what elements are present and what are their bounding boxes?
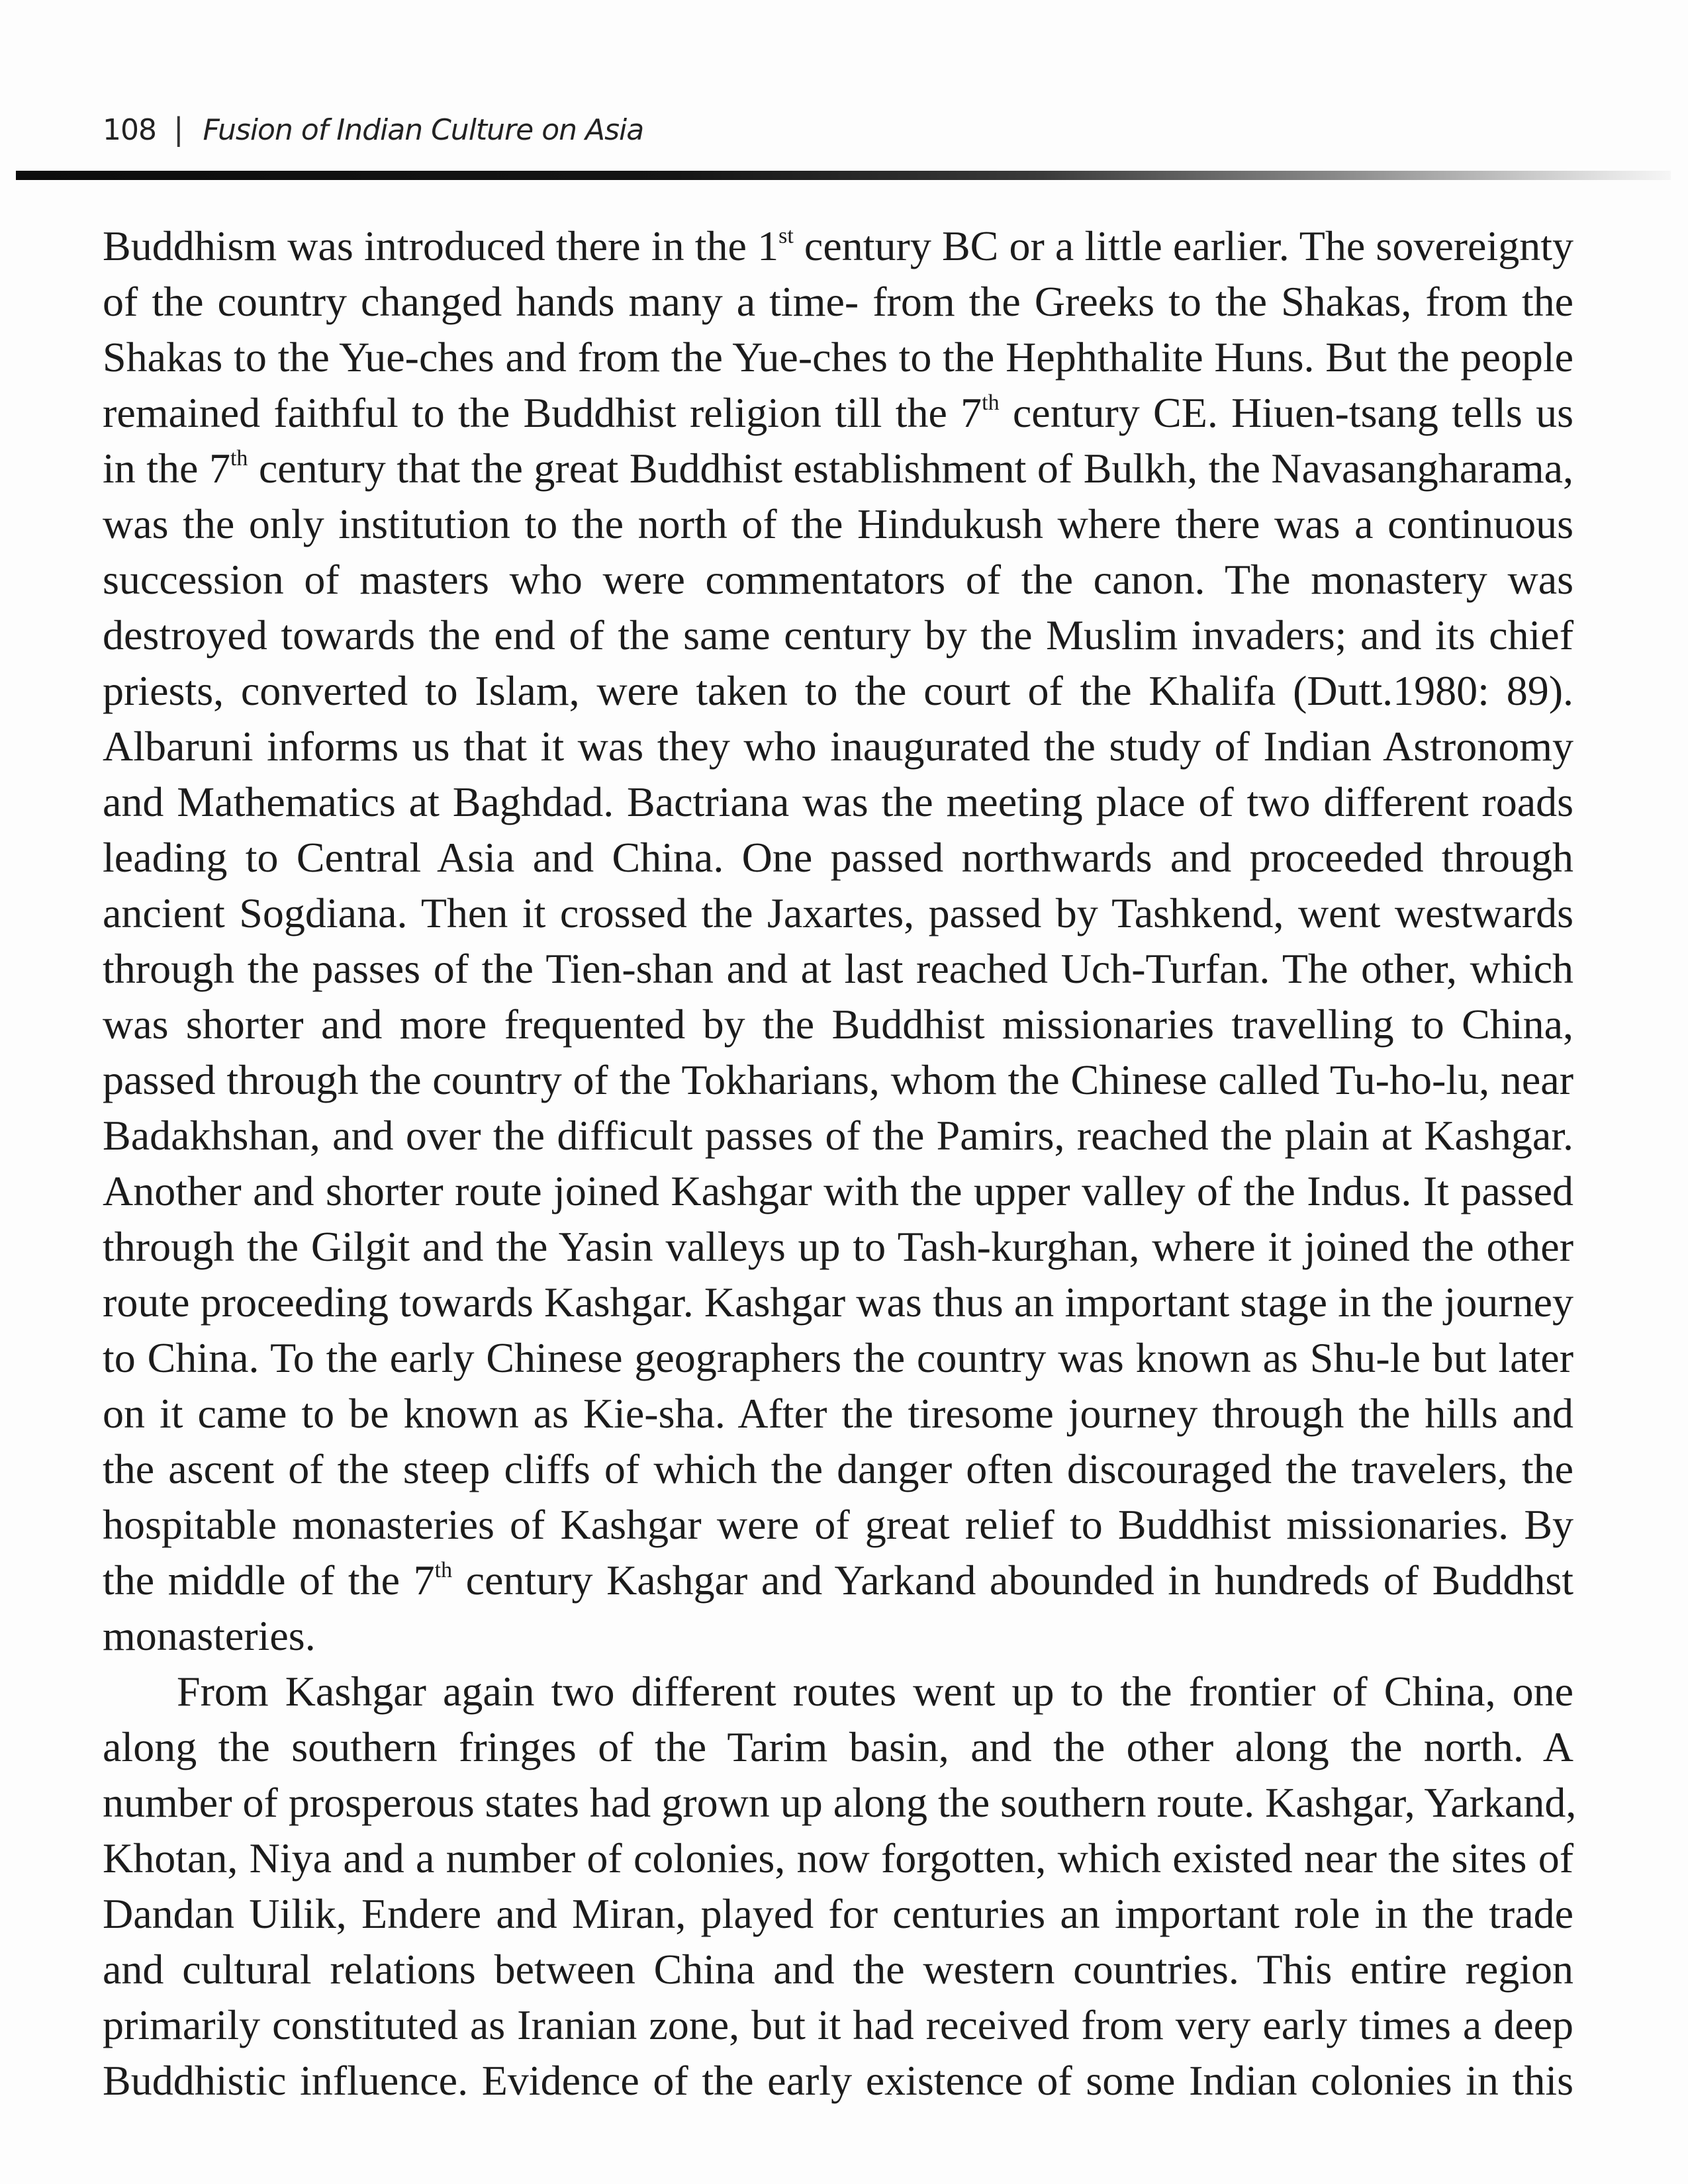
- text-line: in the 7th century that the great Buddhist establishment of Bulkh, the Navasangharama,: [103, 445, 1574, 492]
- text-line: the middle of the 7th century Kashgar and Yarkand abounded in hundreds of Buddhst: [103, 1557, 1574, 1604]
- text-line: passed through the country of the Tokharians, whom the Chinese called Tu-ho-lu, near: [103, 1056, 1573, 1103]
- text-line: Badakhshan, and over the difficult passes of the Pamirs, reached the plain at Kashgar.: [103, 1112, 1573, 1159]
- header-separator: |: [173, 111, 183, 147]
- text-line: and Mathematics at Baghdad. Bactriana was the meeting place of two different roads: [103, 778, 1573, 825]
- text-line: of the country changed hands many a time- from the Greeks to the Shakas, from the: [103, 278, 1573, 325]
- text-line: Dandan Uilik, Endere and Miran, played for centuries an important role in the trade: [103, 1890, 1573, 1937]
- page-number: 108: [103, 113, 156, 147]
- text-line: along the southern fringes of the Tarim basin, and the other along the north. A: [103, 1723, 1573, 1770]
- ordinal-superscript: th: [434, 1558, 453, 1582]
- text-line: on it came to be known as Kie-sha. After the tiresome journey through the hills and: [103, 1390, 1573, 1437]
- ordinal-superscript: st: [778, 224, 794, 248]
- header-rule: [16, 171, 1671, 180]
- text-line: ancient Sogdiana. Then it crossed the Jaxartes, passed by Tashkend, went westwards: [103, 889, 1573, 936]
- text-line: primarily constituted as Iranian zone, but it had received from very early times a deep: [103, 2001, 1573, 2048]
- text-line: Albaruni informs us that it was they who inaugurated the study of Indian Astronomy: [103, 723, 1573, 770]
- text-line: Khotan, Niya and a number of colonies, now forgotten, which existed near the sites of: [103, 1835, 1573, 1882]
- ordinal-superscript: th: [982, 390, 1000, 415]
- text-line: destroyed towards the end of the same century by the Muslim invaders; and its chief: [103, 612, 1573, 659]
- text-line: number of prosperous states had grown up along the southern route. Kashgar, Yarkand,: [103, 1779, 1577, 1826]
- text-line: route proceeding towards Kashgar. Kashgar was thus an important stage in the journey: [103, 1279, 1573, 1326]
- text-line: through the Gilgit and the Yasin valleys up to Tash-kurghan, where it joined the other: [103, 1223, 1573, 1270]
- book-title: Fusion of Indian Culture on Asia: [203, 113, 644, 147]
- text-line: was shorter and more frequented by the Buddhist missionaries travelling to China,: [103, 1001, 1573, 1048]
- text-line: and cultural relations between China and the western countries. This entire region: [103, 1946, 1573, 1993]
- text-line: was the only institution to the north of the Hindukush where there was a continuous: [103, 500, 1573, 547]
- text-line: the ascent of the steep cliffs of which the danger often discouraged the travelers, the: [103, 1445, 1573, 1492]
- body-text: [103, 218, 1577, 2109]
- text-line: hospitable monasteries of Kashgar were of great relief to Buddhist missionaries. By: [103, 1501, 1573, 1548]
- ordinal-superscript: th: [230, 446, 248, 471]
- text-line: monasteries.: [103, 1612, 316, 1659]
- text-line: Buddhism was introduced there in the 1st century BC or a little earlier. The sovereignty: [103, 222, 1574, 269]
- text-line: Another and shorter route joined Kashgar with the upper valley of the Indus. It passed: [103, 1167, 1573, 1214]
- text-line: priests, converted to Islam, were taken to the court of the Khalifa (Dutt.1980: 89).: [103, 667, 1573, 714]
- text-line: Shakas to the Yue-ches and from the Yue-ches to the Hephthalite Huns. But the people: [103, 334, 1573, 381]
- text-line: leading to Central Asia and China. One passed northwards and proceeded through: [103, 834, 1573, 881]
- text-line: Buddhistic influence. Evidence of the early existence of some Indian colonies in this: [103, 2057, 1573, 2104]
- running-head: [103, 111, 643, 151]
- text-line: through the passes of the Tien-shan and at last reached Uch-Turfan. The other, which: [103, 945, 1573, 992]
- text-line: succession of masters who were commentators of the canon. The monastery was: [103, 556, 1573, 603]
- text-line: remained faithful to the Buddhist religion till the 7th century CE. Hiuen-tsang tells us: [103, 389, 1574, 436]
- text-line: From Kashgar again two different routes went up to the frontier of China, one: [177, 1668, 1573, 1715]
- text-line: to China. To the early Chinese geographers the country was known as Shu-le but later: [103, 1334, 1573, 1381]
